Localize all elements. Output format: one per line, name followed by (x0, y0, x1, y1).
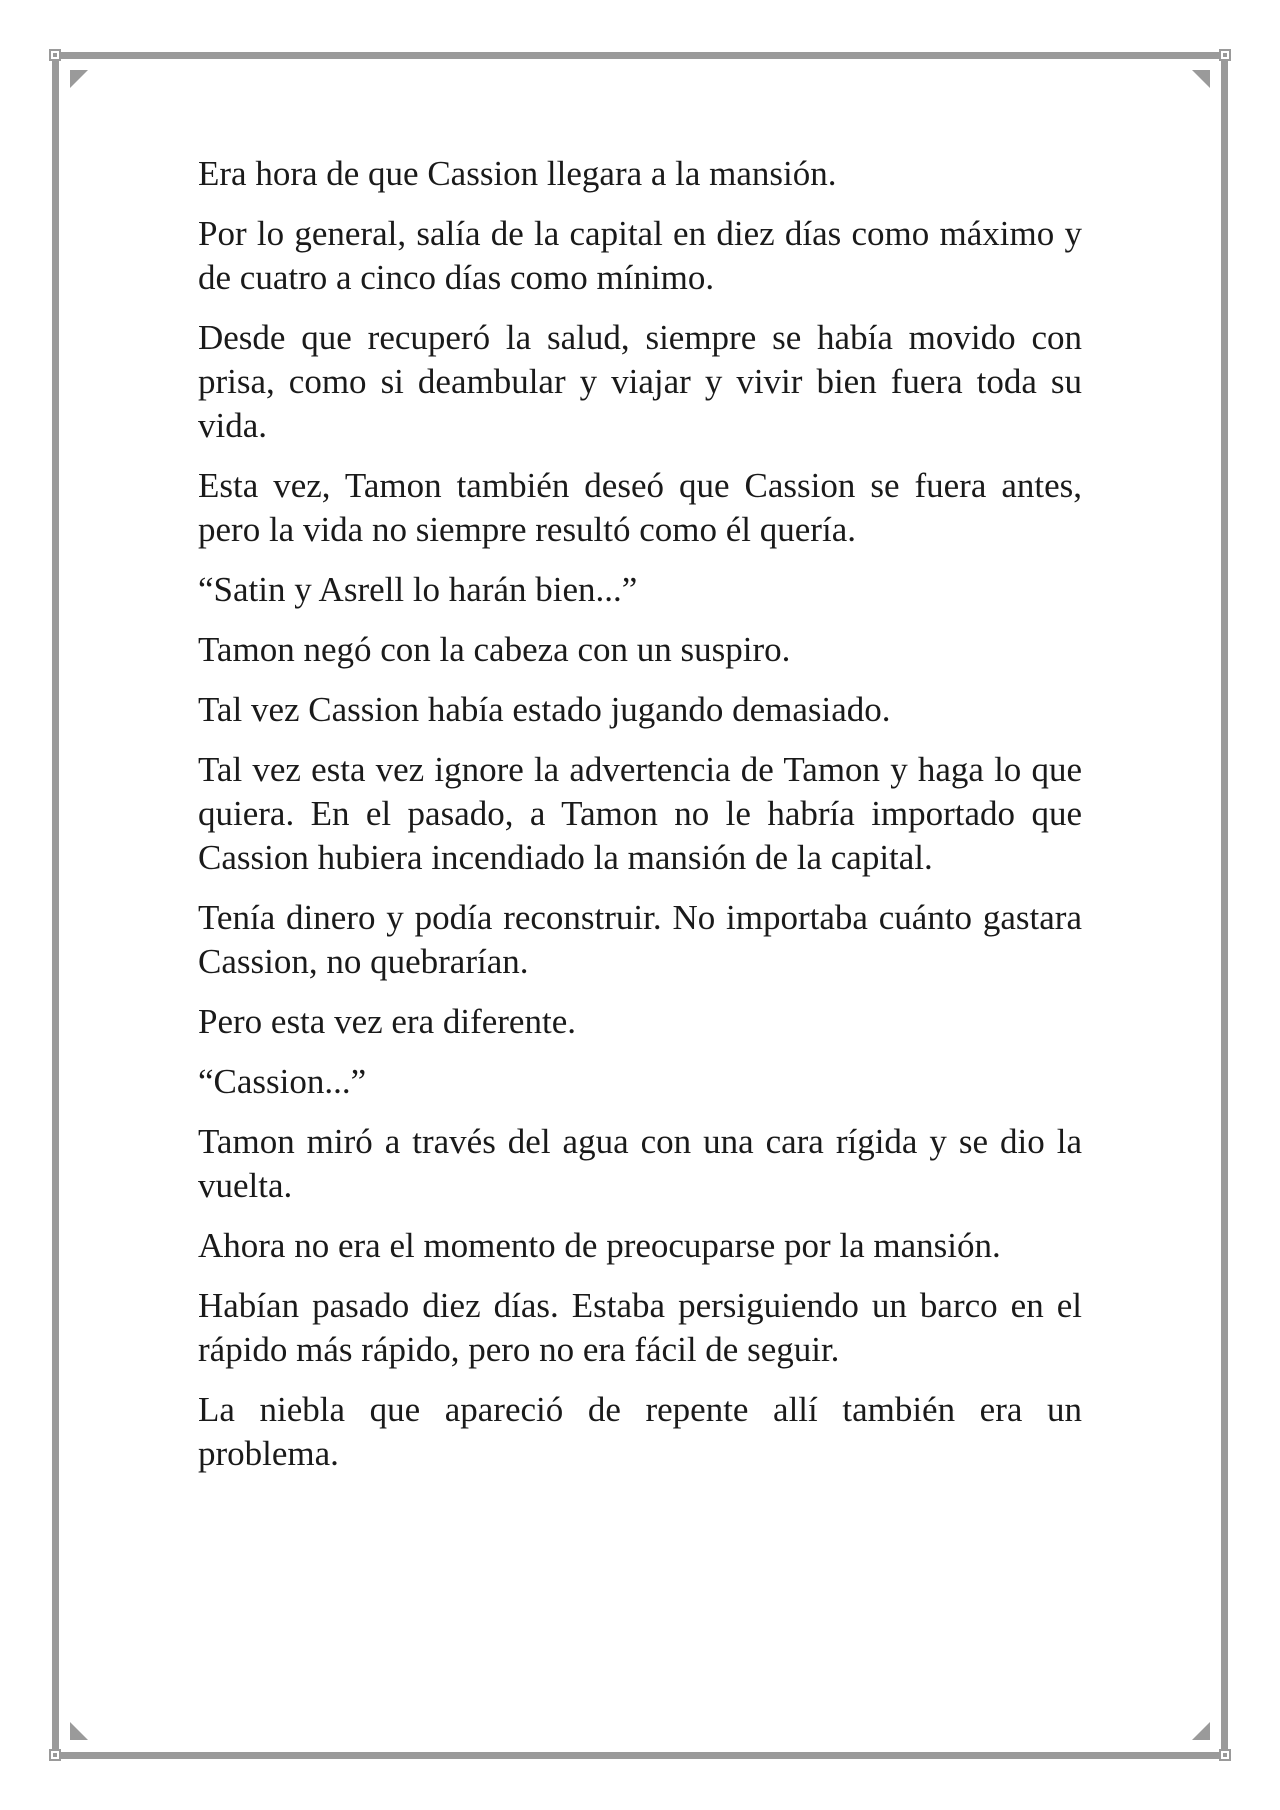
frame-right-border (1221, 60, 1228, 1752)
page-body-text (198, 152, 1082, 1492)
frame-corner-ornament-top-right (1219, 49, 1231, 61)
frame-corner-ornament-bottom-right (1219, 1749, 1231, 1761)
frame-corner-triangle-bottom-right (1192, 1722, 1210, 1740)
paragraph: La niebla que apareció de repente allí también era un problema. (198, 1390, 1082, 1473)
paragraph: Tal vez Cassion había estado jugando demasiado. (198, 690, 891, 729)
frame-corner-ornament-top-left (49, 49, 61, 61)
paragraph: Tenía dinero y podía reconstruir. No importaba cuánto gastara Cassion, no quebrarían. (198, 898, 1082, 981)
paragraph: “Satin y Asrell lo harán bien...” (198, 570, 638, 609)
frame-top-border (60, 52, 1220, 59)
paragraph: Esta vez, Tamon también deseó que Cassion se fuera antes, pero la vida no siempre resultó como él quería. (198, 466, 1082, 549)
frame-left-border (52, 60, 59, 1752)
paragraph: Tal vez esta vez ignore la advertencia de Tamon y haga lo que quiera. En el pasado, a Tamon no le habría importado que Cassion hubiera incendiado la mansión de la capital. (198, 750, 1082, 877)
paragraph: Desde que recuperó la salud, siempre se había movido con prisa, como si deambular y viajar y vivir bien fuera toda su vida. (198, 318, 1082, 445)
frame-corner-triangle-top-left (70, 70, 88, 88)
paragraph: Habían pasado diez días. Estaba persiguiendo un barco en el rápido más rápido, pero no era fácil de seguir. (198, 1286, 1082, 1369)
paragraph: Era hora de que Cassion llegara a la mansión. (198, 154, 837, 193)
frame-bottom-border (60, 1752, 1220, 1759)
frame-corner-triangle-top-right (1192, 70, 1210, 88)
paragraph: Tamon miró a través del agua con una cara rígida y se dio la vuelta. (198, 1122, 1082, 1205)
frame-corner-triangle-bottom-left (70, 1722, 88, 1740)
paragraph: Ahora no era el momento de preocuparse por la mansión. (198, 1226, 1001, 1265)
paragraph: Tamon negó con la cabeza con un suspiro. (198, 630, 791, 669)
paragraph: “Cassion...” (198, 1062, 367, 1101)
paragraph: Pero esta vez era diferente. (198, 1002, 576, 1041)
frame-corner-ornament-bottom-left (49, 1749, 61, 1761)
paragraph: Por lo general, salía de la capital en diez días como máximo y de cuatro a cinco días como mínimo. (198, 214, 1082, 297)
